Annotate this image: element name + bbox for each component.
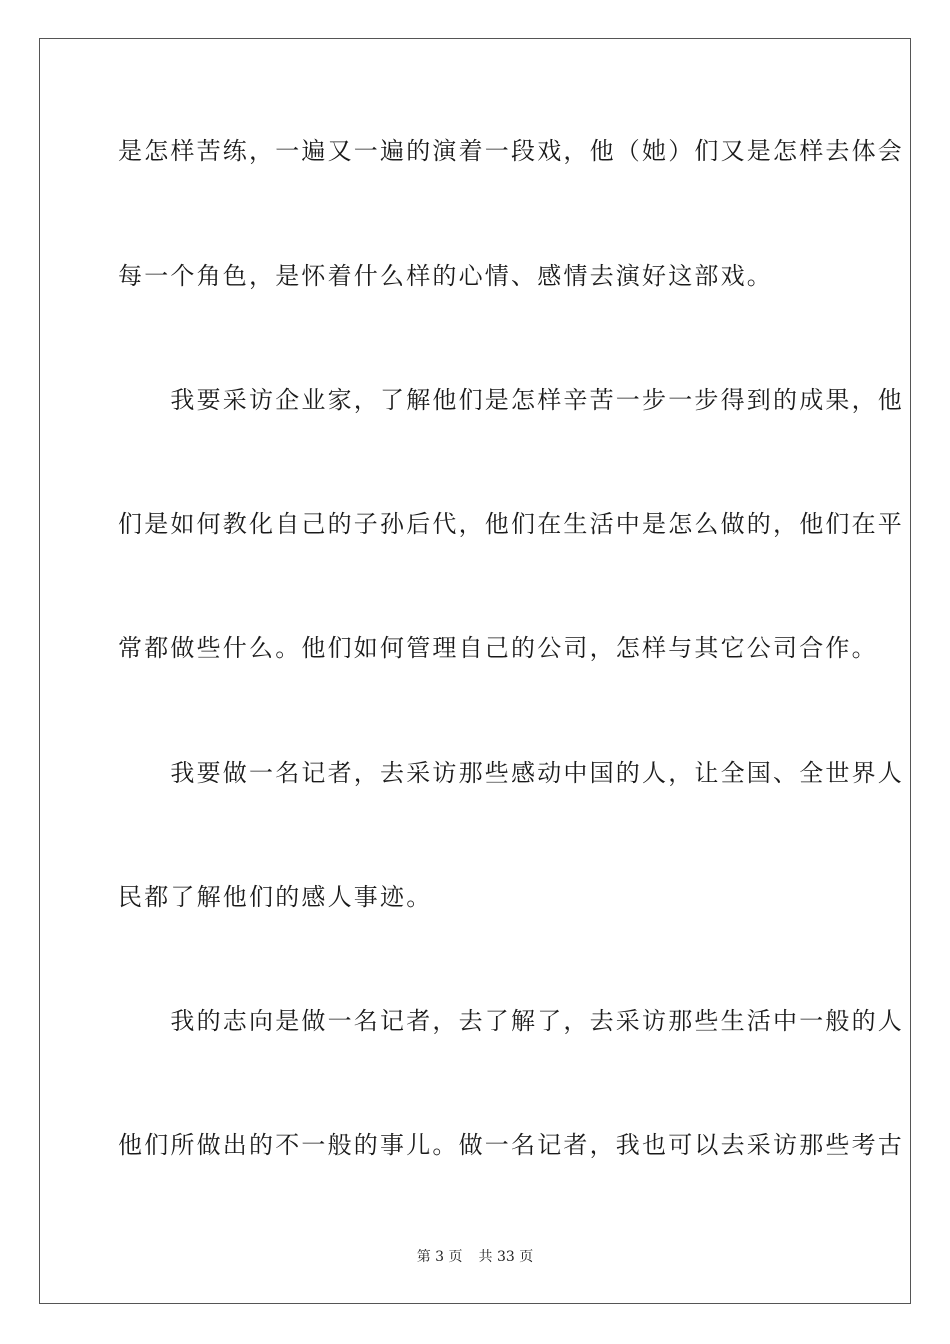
text-line: 是怎样苦练，一遍又一遍的演着一段戏，他（她）们又是怎样去体会 <box>118 137 904 165</box>
text-line: 我的志向是做一名记者，去了解了，去采访那些生活中一般的人 <box>118 1007 904 1035</box>
text-line: 常都做些什么。他们如何管理自己的公司，怎样与其它公司合作。 <box>118 634 878 662</box>
text-line: 们是如何教化自己的子孙后代，他们在生活中是怎么做的，他们在平 <box>118 510 904 538</box>
page-footer <box>0 1248 950 1266</box>
text-line: 我要采访企业家，了解他们是怎样辛苦一步一步得到的成果，他 <box>118 386 904 414</box>
text-line: 他们所做出的不一般的事儿。做一名记者，我也可以去采访那些考古 <box>118 1131 904 1159</box>
text-line: 民都了解他们的感人事迹。 <box>118 883 433 911</box>
page-border <box>39 38 911 1304</box>
text-line: 每一个角色，是怀着什么样的心情、感情去演好这部戏。 <box>118 262 773 290</box>
total-pages: 共 33 页 <box>478 1249 534 1265</box>
page-number: 第 3 页 <box>416 1249 463 1265</box>
text-line: 我要做一名记者，去采访那些感动中国的人，让全国、全世界人 <box>118 759 904 787</box>
